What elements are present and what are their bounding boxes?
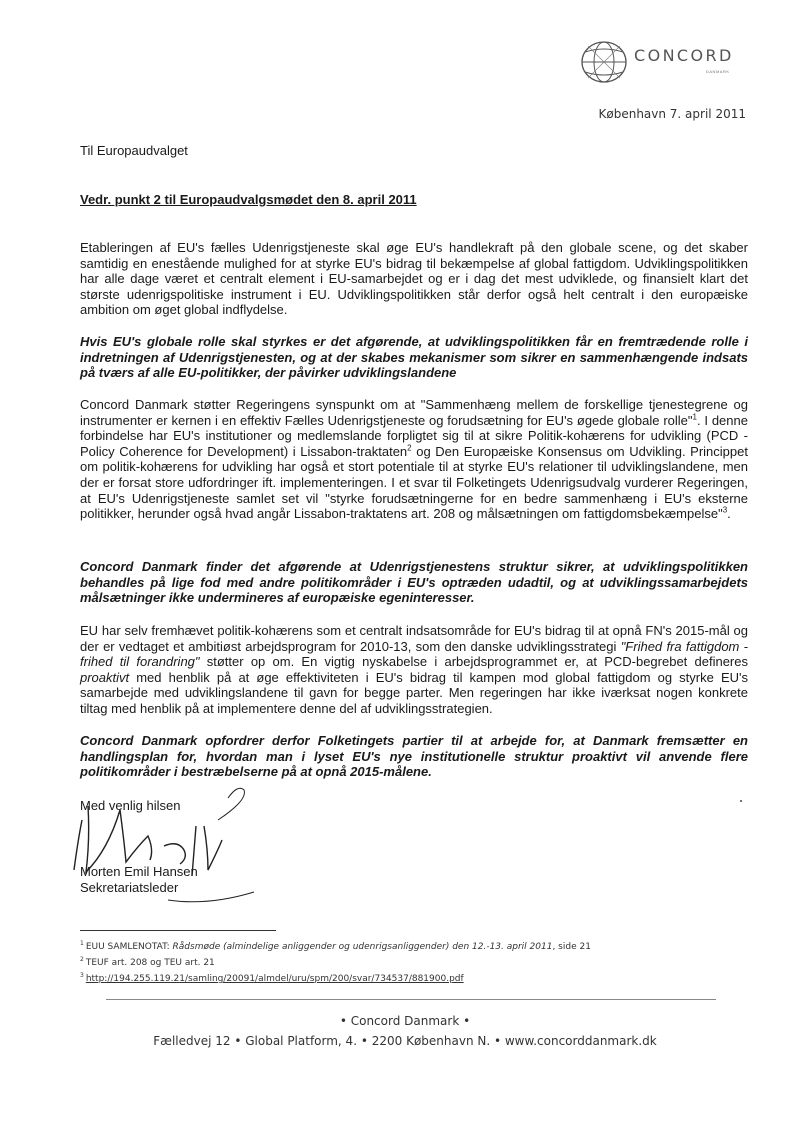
subject-line: Vedr. punkt 2 til Europaudvalgsmødet den 8. april 2011 xyxy=(80,192,417,207)
footnote-divider xyxy=(80,930,276,931)
footnote-ref-3: 3 xyxy=(722,505,728,515)
signer-title: Sekretariatsleder xyxy=(80,880,179,895)
globe-icon xyxy=(578,38,630,86)
footnote-ref-2: 2 xyxy=(407,443,412,453)
footnote-2 xyxy=(80,956,215,968)
strategy-title: "Frihed fra fattigdom - frihed til forandring" xyxy=(80,638,748,670)
logo-name: CONCORD xyxy=(634,46,734,65)
footer-address: Fælledvej 12 • Global Platform, 4. • 2200 København N. • www.concorddanmark.dk xyxy=(153,1034,657,1048)
stray-mark xyxy=(740,800,742,802)
paragraph-1: Etableringen af EU's fælles Udenrigstjeneste skal øge EU's handlekraft på den globale scene, og det skaber samtidig en enestående mulighed for at styrke EU's bidrag til bekæmpelse af global fattigdom. Udviklingspolitikken har alle dage været et centralt element i EU-samarbejdet og er i dag det mest udviklede, og finansielt klart det største udenrigspolitiske instrument i EU. Udviklingspolitikken står derfor også helt centralt i den europæiske ambition om øget global indflydelse. xyxy=(80,240,748,318)
proaktivt-word: proaktivt xyxy=(80,669,130,685)
footnote-3-link[interactable]: http://194.255.119.21/samling/20091/almdel/uru/spm/200/svar/734537/881900.pdf xyxy=(85,974,464,984)
signer-block xyxy=(80,864,198,896)
paragraph-4-highlight: Concord Danmark finder det afgørende at Udenrigstjenestens struktur sikrer, at udviklingspolitikken behandles på lige fod med andre politikområder i EU's optræden udadtil, og at udviklingssamarbejdets målsætninger ikke undermineres af europæiske egeninteresser. xyxy=(80,559,748,606)
closing: Med venlig hilsen xyxy=(80,798,181,813)
footnote-ref-1: 1 xyxy=(692,412,697,422)
signer-name: Morten Emil Hansen xyxy=(80,864,198,879)
paragraph-3-part-d: . xyxy=(727,506,731,522)
paragraph-3-part-a: Concord Danmark støtter Regeringens synspunkt om at "Sammenhæng mellem de forskellige tjenestegrene og instrumenter er kernen i en effektiv Fælles Udenrigstjeneste og forudsætning for EU's øgede globale rolle" xyxy=(80,397,748,428)
logo-subtitle: DANMARK xyxy=(706,69,730,74)
paragraph-3 xyxy=(80,397,748,522)
footnote-3 xyxy=(80,972,464,984)
paragraph-5 xyxy=(80,623,748,717)
paragraph-2-highlight: Hvis EU's globale rolle skal styrkes er det afgørende, at udviklingspolitikken får en fremtrædende rolle i indretningen af Udenrigstjenesten, og at der skabes mekanismer som sikrer en sammenhængende indsats på tværs af alle EU-politikker, der påvirker udviklingslandene xyxy=(80,334,748,381)
paragraph-5-part-c: med henblik på at øge effektiviteten i EU's bidrag til kampen mod global fattigdom og styrke EU's samarbejde med udviklingslandene til gavn for begge parter. Men regeringen har ikke iværksat nogen konkrete tiltag med henblik på at implementere denne del af udviklingsstrategien. xyxy=(80,669,748,716)
footnote-2-number: 2 xyxy=(80,956,84,963)
footer-org: • Concord Danmark • xyxy=(339,1014,471,1028)
paragraph-5-part-a: EU har selv fremhævet politik-kohærens som et centralt indsatsområde for EU's bidrag til at opnå FN's 2015-mål og der er vedtaget et ambitiøst arbejdsprogram for 2010-13, som den danske udviklingsstrategi xyxy=(80,623,748,654)
footer-divider xyxy=(106,999,716,1000)
recipient: Til Europaudvalget xyxy=(80,143,188,158)
footnote-2-text: TEUF art. 208 og TEU art. 21 xyxy=(85,958,215,968)
paragraph-3-part-c: og Den Europæiske Konsensus om Udvikling. Princippet om politik-kohærens for udvikling har også et stort potentiale til at styrke EU's relationer til udviklingslandene, men der er forsat store udfordringer ift. implementeringen. I et svar til Folketingets Udenrigsudvalg vurderer Regeringen, at EU's Udenrigstjeneste samlet set vil "styrke forudsætningerne for en bedre sammenhæng i EU's eksterne politikker, herunder også hvad angår Lissabon-traktatens art. 208 og målsætningen om fattigdomsbekæmpelse" xyxy=(80,443,748,522)
footnote-1-part-b: Rådsmøde (almindelige anliggender og udenrigsanliggender) den 12.-13. april 2011 xyxy=(172,942,553,952)
concord-logo xyxy=(578,38,748,86)
footnote-1 xyxy=(80,940,591,952)
paragraph-5-part-b: støtter op om. En vigtig nyskabelse i arbejdsprogrammet er, at PCD-begrebet defineres xyxy=(199,654,748,670)
footnote-1-number: 1 xyxy=(80,940,84,947)
footnote-1-part-c: , side 21 xyxy=(552,942,591,952)
letter-date: København 7. april 2011 xyxy=(598,107,746,121)
footnote-3-number: 3 xyxy=(80,972,84,979)
paragraph-6-highlight: Concord Danmark opfordrer derfor Folketingets partier til at arbejde for, at Danmark fremsætter en handlingsplan for, hvordan man i lyset EU's nye institutionelle struktur proaktivt vil anvende flere politikområder i bestræbelserne på at opnå 2015-målene. xyxy=(80,733,748,780)
paragraph-3-part-b: . I denne forbindelse har EU's institutioner og medlemslande forpligtet sig til at sikre Politik-kohærens for udvikling (PCD - Policy Coherence for Development) i Lissabon-traktaten xyxy=(80,412,748,459)
footnote-1-part-a: EUU SAMLENOTAT: xyxy=(85,942,173,952)
